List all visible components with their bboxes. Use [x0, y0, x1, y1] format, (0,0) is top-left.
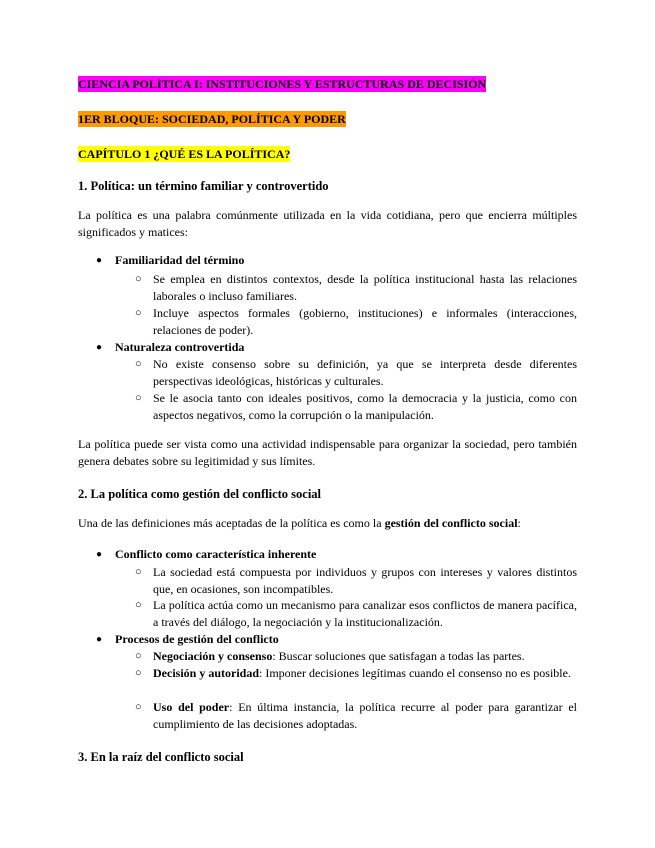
section1-item1-title [115, 252, 244, 269]
section2-item2-sub2-bold: Decisión y autoridad [153, 666, 260, 680]
block-title [78, 111, 346, 128]
section2-item2-title [115, 631, 279, 648]
section1-item2-title [115, 339, 244, 356]
section1-item2-sub1: No existe consenso sobre su definición, ya que se interpreta desde diferentes perspectivas ideológicas, históricas y culturales. [153, 357, 577, 388]
section1-closing: La política puede ser vista como una actividad indispensable para organizar la sociedad, pero también genera debates sobre su legitimidad y sus límites. [78, 437, 577, 468]
bullet-hollow: ○ [135, 667, 142, 679]
section2-item2-title-text: Procesos de gestión del conflicto [115, 632, 279, 646]
section2-intro-bold: gestión del conflicto social [384, 516, 518, 530]
section2-item2-sub3-text: : En última instancia, la política recurre al poder para garantizar el cumplimiento de las decisiones adoptadas. [153, 700, 578, 731]
section2-item2-sub3-bold: Uso del poder [153, 700, 230, 714]
bullet-hollow: ○ [135, 307, 142, 319]
section1-intro: La política es una palabra comúnmente utilizada en la vida cotidiana, pero que encierra múltiples significados y matices: [78, 208, 577, 239]
bullet-hollow: ○ [135, 599, 142, 611]
section2-item2-sub2-text: : Imponer decisiones legítimas cuando el consenso no es posible. [259, 666, 571, 680]
course-title [78, 76, 486, 93]
chapter-title [78, 146, 290, 163]
section1-item2-sub2: Se le asocia tanto con ideales positivos, como la democracia y la justicia, como con aspectos negativos, como la corrupción o la manipulación. [153, 391, 577, 422]
section2-intro-post: : [517, 516, 521, 530]
section3-heading: 3. En la raíz del conflicto social [78, 750, 244, 764]
bullet-hollow: ○ [135, 650, 142, 662]
section1-heading: 1. Política: un término familiar y controvertido [78, 179, 329, 193]
bullet-hollow: ○ [135, 273, 142, 285]
bullet-filled: ● [96, 342, 103, 353]
bullet-filled: ● [96, 255, 103, 266]
bullet-filled: ● [96, 634, 103, 645]
bullet-filled: ● [96, 549, 103, 560]
bullet-hollow: ○ [135, 358, 142, 370]
bullet-hollow: ○ [135, 701, 142, 713]
bullet-hollow: ○ [135, 566, 142, 578]
section2-intro-pre: Una de las definiciones más aceptadas de la política es como la [78, 516, 385, 530]
section2-item2-sub1-text: : Buscar soluciones que satisfagan a todas las partes. [272, 649, 525, 663]
section2-heading: 2. La política como gestión del conflicto social [78, 487, 322, 501]
section2-item1-title-text: Conflicto como característica inherente [115, 547, 317, 561]
section1-item1-sub2: Incluye aspectos formales (gobierno, instituciones) e informales (interacciones, relaciones de poder). [153, 306, 577, 337]
bullet-hollow: ○ [135, 392, 142, 404]
section2-item2-sub1 [153, 648, 577, 665]
section2-item2-sub3 [153, 699, 577, 733]
block-title-text: 1ER BLOQUE: SOCIEDAD, POLÍTICA Y PODER [78, 112, 346, 126]
section2-item1-sub1: La sociedad está compuesta por individuos y grupos con intereses y valores distintos que, en ocasiones, son incompatibles. [153, 565, 577, 596]
chapter-title-text: CAPÍTULO 1 ¿QUÉ ES LA POLÍTICA? [78, 147, 291, 161]
section2-intro [78, 515, 577, 532]
section2-item1-sub2: La política actúa como un mecanismo para canalizar esos conflictos de manera pacífica, a través del diálogo, la negociación y la institucionalización. [153, 598, 577, 629]
section2-item1-title [115, 546, 316, 563]
section1-item2-title-text: Naturaleza controvertida [115, 340, 245, 354]
section2-item2-sub2 [153, 665, 577, 682]
course-title-text: CIENCIA POLÍTICA I: INSTITUCIONES Y ESTRUCTURAS DE DECISIÓN [78, 77, 487, 91]
section2-item2-sub1-bold: Negociación y consenso [153, 649, 273, 663]
section1-item1-title-text: Familiaridad del término [115, 253, 245, 267]
section1-item1-sub1: Se emplea en distintos contextos, desde la política institucional hasta las relaciones laborales o incluso familiares. [153, 272, 577, 303]
